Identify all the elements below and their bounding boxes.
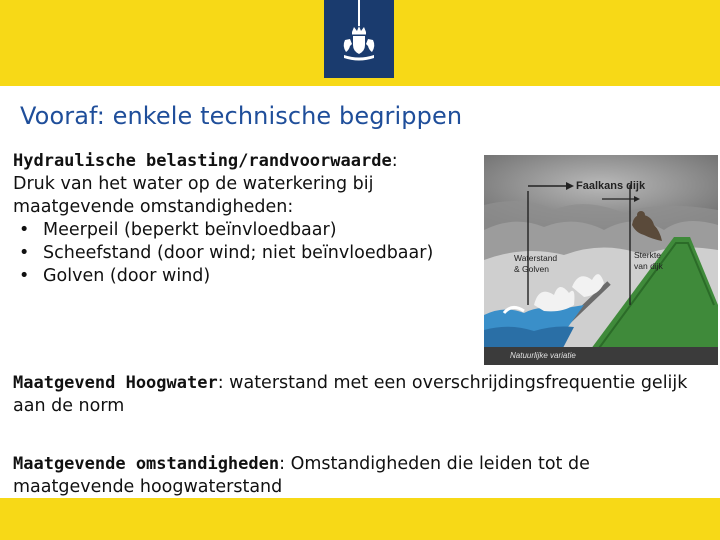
label-waterstand: Waterstand & Golven: [514, 253, 558, 274]
section1-bullet-list: [13, 219, 483, 288]
label-variatie: Natuurlijke variatie: [510, 351, 576, 360]
section1-definition: Druk van het water op de waterkering bij maatgevende omstandigheden:: [13, 174, 374, 217]
section-maatgevende-omstandigheden: [13, 453, 713, 499]
term-hydraulische-belasting: Hydraulische belasting/randvoorwaarde: [13, 151, 392, 171]
section-maatgevend-hoogwater: [13, 372, 703, 418]
section1-heading: [13, 150, 483, 173]
label-sterkte: Sterkte van dijk: [634, 250, 663, 271]
coat-of-arms-logo: [324, 0, 394, 78]
term-maatgevende-omstandigheden: Maatgevende omstandigheden: [13, 454, 280, 474]
bottom-brand-bar: [0, 498, 720, 540]
section3-text: : Omstandigheden die leiden tot de maatgevende hoogwaterstand: [13, 454, 590, 497]
dike-illustration: [484, 155, 718, 365]
section2-text: : waterstand met een overschrijdingsfrequentie gelijk aan de norm: [13, 373, 688, 416]
section-hydraulic-load: [13, 150, 483, 288]
term-maatgevend-hoogwater: Maatgevend Hoogwater: [13, 373, 218, 393]
coat-of-arms-icon: [324, 0, 394, 78]
list-item: • Scheefstand (door wind; niet beïnvloedbaar): [13, 242, 483, 265]
list-item: • Meerpeil (beperkt beïnvloedbaar): [13, 219, 483, 242]
list-item: • Golven (door wind): [13, 265, 483, 288]
label-faalkans: Faalkans dijk: [576, 180, 646, 192]
top-brand-bar: [0, 0, 720, 86]
term-suffix: :: [391, 151, 398, 171]
slide-title: Vooraf: enkele technische begrippen: [20, 102, 463, 130]
